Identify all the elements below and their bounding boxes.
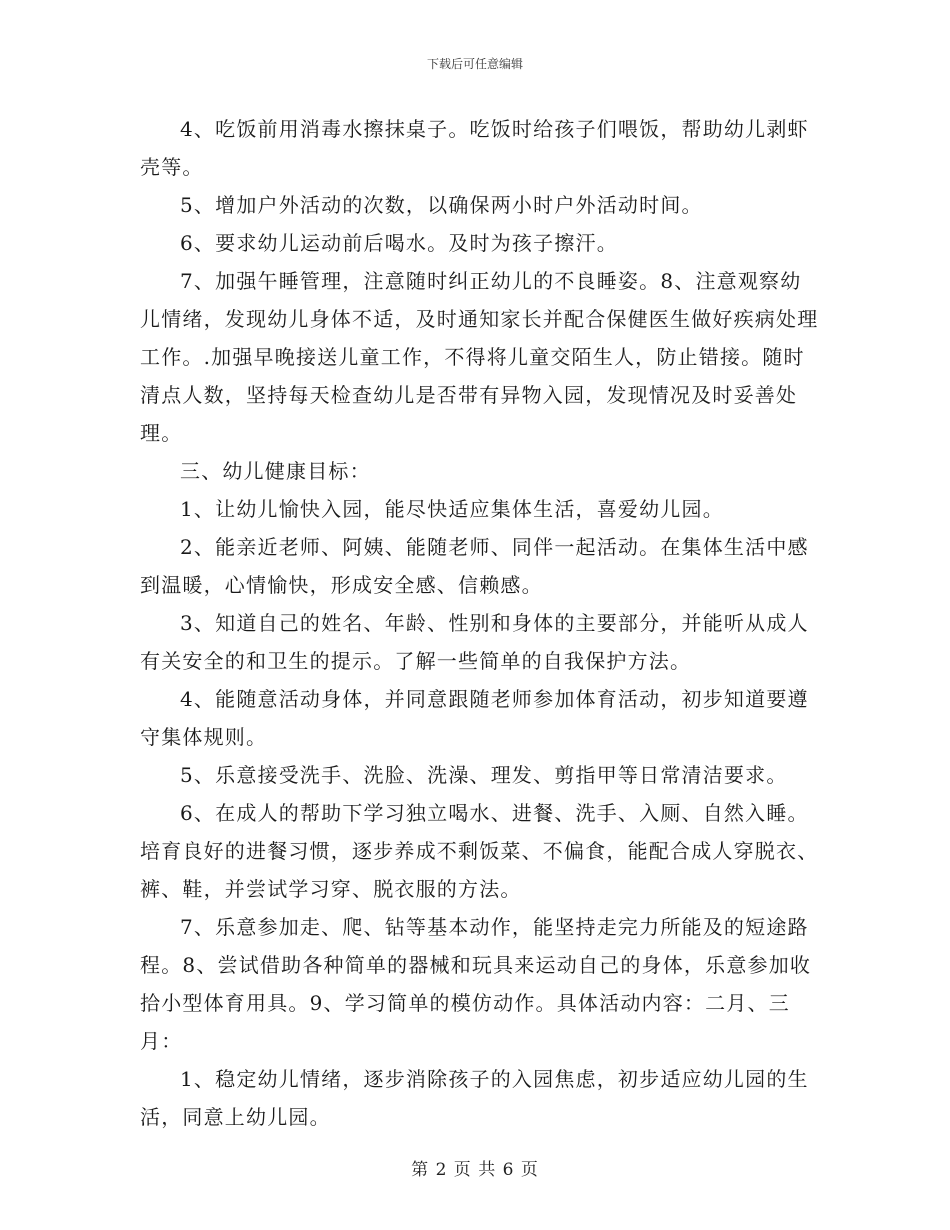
page-number-text: 第 2 页 共 6 页 — [411, 1160, 539, 1180]
page-header: 下载后可任意编辑 — [426, 57, 523, 71]
page-number-footer — [0, 1155, 950, 1180]
section-heading: 三、幼儿健康目标： — [180, 459, 371, 483]
paragraph: 3、知道自己的姓名、年龄、性别和身体的主要部分，并能听从成人有关安全的和卫生的提示。了解一些简单的自我保护方法。 — [140, 611, 809, 673]
paragraph: 5、增加户外活动的次数，以确保两小时户外活动时间。 — [180, 193, 703, 217]
paragraph: 6、要求幼儿运动前后喝水。及时为孩子擦汗。 — [180, 231, 618, 255]
paragraph: 4、能随意活动身体，并同意跟随老师参加体育活动，初步知道要遵守集体规则。 — [140, 687, 809, 749]
paragraph: 7、乐意参加走、爬、钻等基本动作，能坚持走完力所能及的短途路程。8、尝试借助各种简单的器械和玩具来运动自己的身体，乐意参加收拾小型体育用具。9、学习简单的模仿动作。具体活动内容：二月、三月： — [140, 915, 812, 1053]
paragraph: 1、让幼儿愉快入园，能尽快适应集体生活，喜爱幼儿园。 — [180, 497, 724, 521]
document-body — [140, 110, 820, 1136]
paragraph: 6、在成人的帮助下学习独立喝水、进餐、洗手、入厕、自然入睡。培育良好的进餐习惯，逐步养成不剩饭菜、不偏食，能配合成人穿脱衣、裤、鞋，并尝试学习穿、脱衣服的方法。 — [140, 801, 819, 901]
paragraph: 4、吃饭前用消毒水擦抹桌子。吃饭时给孩子们喂饭，帮助幼儿剥虾壳等。 — [140, 117, 809, 179]
paragraph: 1、稳定幼儿情绪，逐步消除孩子的入园焦虑，初步适应幼儿园的生活，同意上幼儿园。 — [140, 1067, 809, 1129]
paragraph: 2、能亲近老师、阿姨、能随老师、同伴一起活动。在集体生活中感到温暖，心情愉快，形成安全感、信赖感。 — [140, 535, 809, 597]
paragraph: 7、加强午睡管理，注意随时纠正幼儿的不良睡姿。8、注意观察幼儿情绪，发现幼儿身体不适，及时通知家长并配合保健医生做好疾病处理工作。.加强早晚接送儿童工作，不得将儿童交陌生人，防止错接。随时清点人数，坚持每天检查幼儿是否带有异物入园，发现情况及时妥善处理。 — [140, 269, 819, 445]
paragraph: 5、乐意接受洗手、洗脸、洗澡、理发、剪指甲等日常清洁要求。 — [180, 763, 788, 787]
